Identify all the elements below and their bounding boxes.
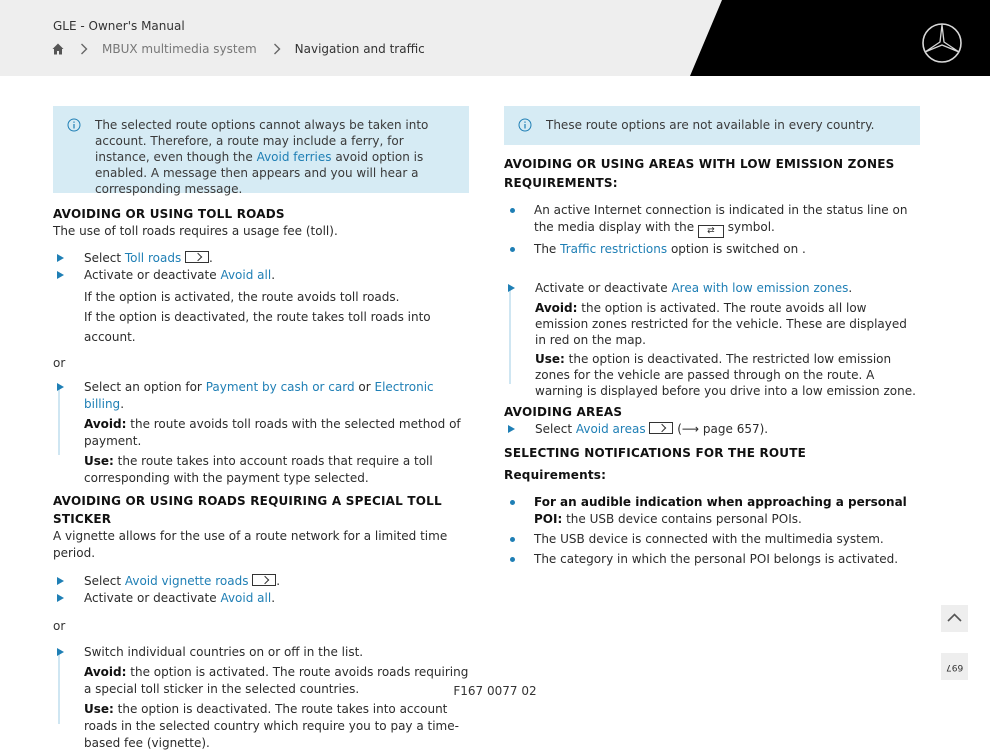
- avoid-areas-link[interactable]: Avoid areas: [575, 422, 646, 436]
- steps-toll: [53, 250, 469, 347]
- section-heading-notifications: SELECTING NOTIFICATIONS FOR THE ROUTE: [504, 446, 807, 460]
- step-bar: [509, 288, 511, 384]
- bullet-dot: [510, 247, 515, 252]
- figure-code: F167 0077 02: [453, 684, 537, 698]
- use-description: [53, 453, 469, 487]
- use-description: [53, 701, 469, 752]
- avoid-label: Avoid:: [84, 417, 127, 431]
- page-number-button[interactable]: [941, 653, 968, 680]
- bullet-dot: [510, 208, 515, 213]
- step-arrow-icon: [508, 284, 515, 292]
- use-label: Use:: [84, 702, 114, 716]
- step-text: Activate or deactivate: [84, 591, 221, 605]
- bullet-text: symbol.: [723, 220, 775, 234]
- scroll-to-top-button[interactable]: [941, 605, 968, 632]
- breadcrumb-item-navigation[interactable]: Navigation and traffic: [294, 42, 425, 56]
- section-intro-toll: The use of toll roads requires a usage fee (toll).: [53, 224, 338, 238]
- page-number: 697: [945, 662, 964, 672]
- bullet-text: The category in which the personal POI belongs is activated.: [534, 552, 899, 566]
- avoid-all-link[interactable]: Avoid all: [220, 591, 272, 605]
- result-activated: If the option is activated, the route avoids toll roads.: [84, 290, 400, 304]
- avoid-description: [504, 300, 920, 348]
- note-text: These route options are not available in every country.: [546, 118, 875, 132]
- step-text: .: [271, 268, 276, 282]
- requirement-usb-connected: [504, 531, 920, 548]
- step-arrow-icon: [57, 383, 64, 391]
- use-label: Use:: [84, 454, 114, 468]
- avoid-text: the option is activated. The route avoids all low emission zones restricted for the vehicle. These are displayed in red on the map.: [535, 301, 907, 347]
- chevron-up-icon: [941, 605, 968, 632]
- breadcrumb: [52, 42, 425, 56]
- area-low-emission-link[interactable]: Area with low emission zones: [671, 281, 849, 295]
- avoid-description: [53, 416, 469, 450]
- avoid-ferries-link[interactable]: Avoid ferries: [256, 150, 332, 164]
- step-arrow-icon: [57, 594, 64, 602]
- or-divider: or: [53, 356, 66, 370]
- step-text: Select: [84, 574, 125, 588]
- requirements-label: REQUIREMENTS:: [504, 176, 618, 190]
- step-text: or: [354, 380, 375, 394]
- step-arrow-icon: [57, 577, 64, 585]
- info-note-ferries: [53, 106, 469, 196]
- step-text: .: [209, 251, 213, 265]
- info-icon: [518, 118, 532, 132]
- step-text: Select: [84, 251, 125, 265]
- use-description: [504, 351, 920, 399]
- section-heading-toll: AVOIDING OR USING TOLL ROADS: [53, 207, 285, 221]
- step-select-vignette: [53, 573, 469, 590]
- info-note-availability: [504, 106, 920, 145]
- electronic-billing-link[interactable]: Electronic billing: [84, 380, 434, 411]
- notification-requirements: [504, 494, 920, 568]
- avoid-text: the option is activated. The route avoids roads requiring a special toll sticker in the selected countries.: [84, 665, 469, 696]
- toll-roads-link[interactable]: Toll roads: [124, 251, 182, 265]
- avoid-label: Avoid:: [535, 301, 578, 315]
- step-arrow-icon: [57, 254, 64, 262]
- requirement-category-activated: [504, 551, 920, 568]
- bullet-text: An active Internet connection is indicated in the status line on the media display with the: [534, 203, 908, 234]
- requirement-internet: [504, 202, 920, 238]
- step-text: .: [848, 281, 853, 295]
- home-icon[interactable]: [52, 43, 64, 55]
- step-toggle-avoid-all-sticker: [53, 590, 469, 607]
- select-key-icon: [252, 574, 276, 586]
- avoid-label: Avoid:: [84, 665, 127, 679]
- result-deactivated: If the option is deactivated, the route takes toll roads into account.: [84, 310, 431, 344]
- step-text: .: [276, 574, 281, 588]
- or-divider: or: [53, 619, 66, 633]
- section-intro-sticker: A vignette allows for the use of a route network for a limited time period.: [53, 529, 448, 560]
- requirement-usb-pois: [504, 494, 920, 528]
- step-switch-countries: Switch individual countries on or off in the list.: [84, 645, 364, 659]
- note-text: The selected route options cannot always be taken into account. Therefore, a route may include a ferry, for instance, even though the: [95, 118, 429, 164]
- step-select-toll-roads: [53, 250, 469, 267]
- avoid-text: the route avoids toll roads with the selected method of payment.: [84, 417, 461, 448]
- avoid-vignette-roads-link[interactable]: Avoid vignette roads: [124, 574, 249, 588]
- step-select-avoid-areas: [504, 421, 920, 438]
- internet-connection-icon: ⇄: [698, 225, 724, 238]
- steps-sticker: [53, 573, 469, 607]
- breadcrumb-item-mbux[interactable]: MBUX multimedia system: [102, 42, 257, 56]
- step-toggle-low-emission: [504, 280, 920, 297]
- bullet-dot: [510, 537, 515, 542]
- steps-countries: [53, 644, 469, 752]
- note-text: avoid option is enabled. A message then appears and you will hear a corresponding message.: [95, 150, 424, 196]
- chevron-right-icon: [273, 43, 281, 55]
- bullet-dot: [510, 500, 515, 505]
- bullet-text: The USB device is connected with the multimedia system.: [534, 532, 884, 546]
- requirements-label: Requirements:: [504, 468, 607, 482]
- step-text: Select: [535, 422, 576, 436]
- select-key-icon: [185, 251, 209, 263]
- step-text: .: [271, 591, 276, 605]
- bullet-bold-text: For an audible indication when approaching a personal POI:: [534, 495, 907, 526]
- page-reference[interactable]: (⟶ page 657).: [673, 422, 769, 436]
- chevron-right-icon: [80, 43, 88, 55]
- section-heading-sticker: AVOIDING OR USING ROADS REQUIRING A SPECIAL TOLL STICKER: [53, 494, 442, 526]
- traffic-restrictions-link[interactable]: Traffic restrictions: [560, 242, 668, 256]
- step-toggle-avoid-all: [53, 267, 469, 284]
- step-arrow-icon: [57, 648, 64, 656]
- right-column: [504, 106, 920, 568]
- bullet-dot: [510, 557, 515, 562]
- bullet-text: option is switched on .: [667, 242, 806, 256]
- manual-title: GLE - Owner's Manual: [53, 19, 185, 33]
- use-text: the option is deactivated. The restricted low emission zones for the vehicle are passed through on the route. A warning is displayed before you drive into a low emission zone.: [535, 352, 916, 398]
- avoid-all-link[interactable]: Avoid all: [220, 268, 272, 282]
- step-arrow-icon: [57, 271, 64, 279]
- section-heading-low-emission: AVOIDING OR USING AREAS WITH LOW EMISSION ZONES: [504, 157, 895, 171]
- use-label: Use:: [535, 352, 565, 366]
- mercedes-star-logo[interactable]: [921, 22, 963, 64]
- step-arrow-icon: [508, 425, 515, 433]
- section-heading-areas: AVOIDING AREAS: [504, 405, 623, 419]
- steps-areas: [504, 421, 920, 438]
- step-text: Activate or deactivate: [535, 281, 672, 295]
- bullet-text: the USB device contains personal POIs.: [562, 512, 802, 526]
- left-column: [53, 106, 469, 752]
- step-text: .: [120, 397, 125, 411]
- requirements-list: [504, 202, 920, 258]
- bullet-text: The: [534, 242, 561, 256]
- step-select-payment: [53, 379, 469, 413]
- steps-low-emission: [504, 280, 920, 399]
- use-text: the option is deactivated. The route takes into account roads in the selected country which require you to pay a time-based fee (vignette).: [84, 702, 459, 750]
- steps-payment: [53, 379, 469, 487]
- step-text: Select an option for: [84, 380, 206, 394]
- use-text: the route takes into account roads that require a toll corresponding with the payment type selected.: [84, 454, 433, 485]
- info-icon: [67, 118, 81, 132]
- requirement-traffic-restrictions: [504, 241, 920, 258]
- payment-cash-card-link[interactable]: Payment by cash or card: [205, 380, 355, 394]
- header: [0, 0, 990, 76]
- select-key-icon: [649, 422, 673, 434]
- step-text: Activate or deactivate: [84, 268, 221, 282]
